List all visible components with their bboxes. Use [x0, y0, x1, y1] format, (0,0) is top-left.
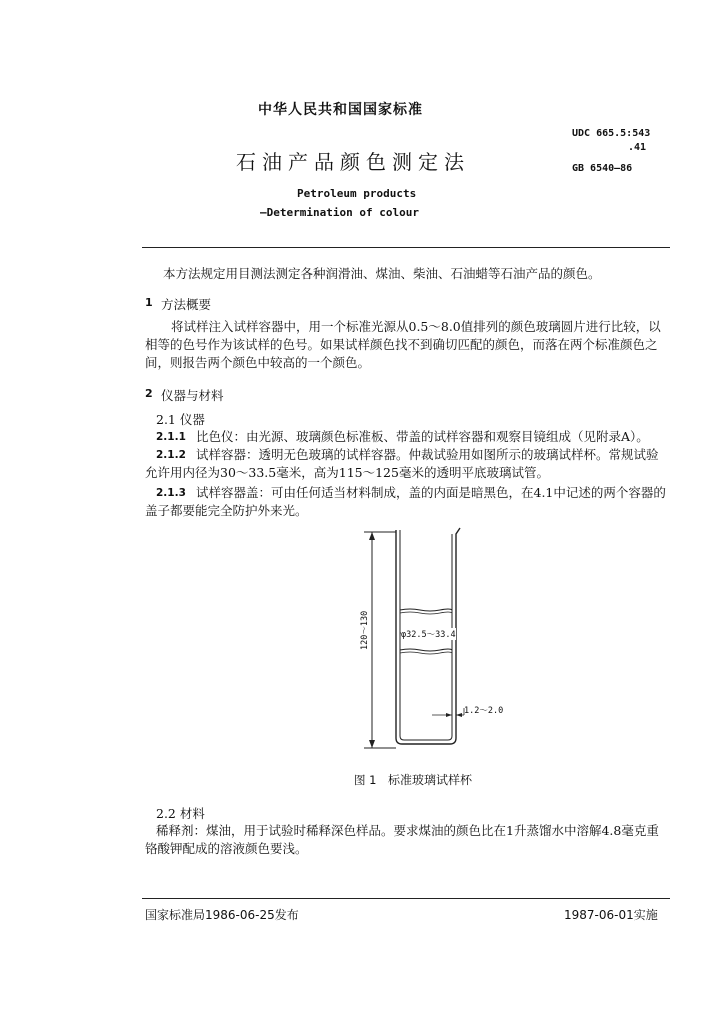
section-2-title: 仪器与材料 — [161, 388, 224, 403]
wall-thickness-label: 1.2～2.0 — [464, 706, 504, 716]
intro-paragraph: 本方法规定用目测法测定各种润滑油、煤油、柴油、石油蜡等石油产品的颜色。 — [163, 266, 601, 281]
section-2-1-3-number: 2.1.3 — [156, 487, 186, 499]
issued-date: 国家标准局1986-06-25发布 — [145, 908, 299, 922]
document-title: 石油产品颜色测定法 — [236, 150, 470, 174]
section-2-1-3-text: 试样容器盖：可由任何适当材料制成，盖的内面是暗黑色，在4.1中记述的两个容器的盖子都要能完全防护外来光。 — [145, 485, 666, 518]
section-2-2-text: 稀释剂：煤油，用于试验时稀释深色样品。要求煤油的颜色比在1升蒸馏水中溶解4.8毫克重铬酸钾配成的溶液颜色要浅。 — [145, 823, 659, 856]
section-2-1-2-number: 2.1.2 — [156, 449, 186, 461]
section-2-2-heading: 2.2 材料 — [156, 806, 205, 821]
header-divider — [142, 247, 670, 248]
diameter-dimension-label: φ32.5～33.4 — [401, 630, 456, 640]
gb-standard-number: GB 6540—86 — [572, 163, 633, 174]
section-2-number: 2 — [145, 387, 153, 400]
section-2-1-1-number: 2.1.1 — [156, 431, 186, 443]
english-title-line-1: Petroleum products — [297, 187, 417, 200]
section-2-1-1-text: 比色仪：由光源、玻璃颜色标准板、带盖的试样容器和观察目镜组成（见附录A）。 — [196, 429, 649, 444]
height-dimension-label: 120～130 — [360, 610, 370, 650]
figure-caption-text: 标准玻璃试样杯 — [388, 773, 473, 787]
section-1-number: 1 — [145, 296, 153, 309]
udc-code-suffix: .41 — [628, 142, 647, 153]
effective-date: 1987-06-01实施 — [564, 908, 658, 922]
national-standard-heading: 中华人民共和国国家标准 — [258, 102, 423, 118]
figure-caption-number: 图 1 — [354, 773, 377, 787]
section-1-title: 方法概要 — [161, 297, 212, 312]
footer-divider — [142, 898, 670, 899]
english-title-line-2: —Determination of colour — [260, 206, 419, 219]
section-2-1-2-text: 试样容器：透明无色玻璃的试样容器。仲裁试验用如图所示的玻璃试样杯。常规试验允许用内径为30～33.5毫米，高为115～125毫米的透明平底玻璃试管。 — [145, 447, 659, 480]
section-2-1-heading: 2.1 仪器 — [156, 412, 205, 427]
section-1-paragraph: 将试样注入试样容器中，用一个标准光源从0.5～8.0值排列的颜色玻璃圆片进行比较，以相等的色号作为该试样的色号。如果试样颜色找不到确切匹配的颜色，而落在两个标准颜色之间，则报告两个颜色中较高的一个颜色。 — [145, 319, 661, 370]
udc-code: UDC 665.5:543 — [572, 128, 651, 139]
